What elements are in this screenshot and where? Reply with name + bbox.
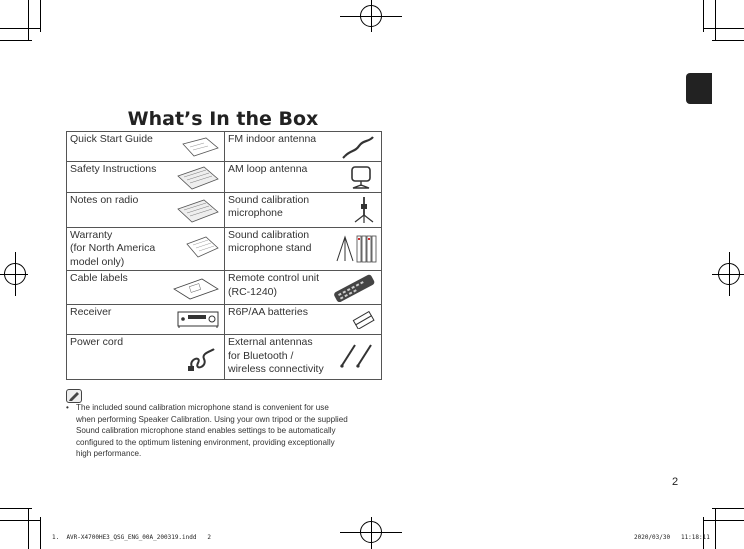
remote-control-icon bbox=[331, 274, 377, 306]
booklet-icon bbox=[176, 165, 220, 195]
table-row bbox=[67, 132, 382, 162]
table-cell bbox=[225, 335, 382, 380]
section-tab-marker bbox=[686, 73, 712, 104]
note-line: when performing Speaker Calibration. Using your own tripod or the supplied bbox=[76, 414, 348, 424]
external-antennas-icon bbox=[337, 341, 377, 375]
table-row bbox=[67, 305, 382, 335]
table-cell bbox=[225, 193, 382, 228]
note-line: configured to the optimum listening environment, providing exceptionally bbox=[76, 437, 335, 447]
item-label: External antennas for Bluetooth / wireless connectivity bbox=[228, 336, 324, 376]
pencil-note-icon bbox=[66, 389, 82, 403]
fm-antenna-icon bbox=[341, 134, 377, 164]
item-label: Sound calibration microphone stand bbox=[228, 229, 312, 255]
note-line: high performance. bbox=[76, 449, 142, 459]
page-title: What’s In the Box bbox=[127, 108, 319, 130]
table-row bbox=[67, 193, 382, 228]
page-number: 2 bbox=[672, 476, 679, 488]
note-line: The included sound calibration microphone stand is convenient for use bbox=[76, 403, 329, 412]
note-line: Sound calibration microphone stand enables settings to be automatically bbox=[76, 426, 336, 436]
table-row bbox=[67, 271, 382, 305]
note-bullet: • bbox=[66, 403, 69, 412]
item-label: Safety Instructions bbox=[70, 163, 157, 175]
item-label: Quick Start Guide bbox=[70, 133, 153, 145]
batteries-icon bbox=[351, 309, 377, 333]
table-cell bbox=[225, 228, 382, 271]
booklet-icon bbox=[180, 136, 220, 162]
table-cell bbox=[225, 271, 382, 305]
item-label: AM loop antenna bbox=[228, 163, 308, 175]
table-row bbox=[67, 228, 382, 271]
microphone-stand-icon bbox=[333, 231, 377, 269]
booklet-icon bbox=[184, 234, 220, 264]
item-label: R6P/AA batteries bbox=[228, 306, 308, 319]
item-label: FM indoor antenna bbox=[228, 133, 317, 145]
table-cell bbox=[67, 271, 225, 305]
item-label: Warranty (for North America model only) bbox=[70, 229, 156, 268]
table-row bbox=[67, 335, 382, 380]
box-contents-table bbox=[66, 131, 382, 380]
power-cord-icon bbox=[186, 345, 220, 377]
footer-timestamp: 2020/03/30 11:18:11 bbox=[634, 534, 710, 541]
receiver-icon bbox=[176, 308, 220, 334]
item-label: Cable labels bbox=[70, 272, 128, 285]
footer-file-info: 1. AVR-X4700HE3_QSG_ENG_00A_200319.indd 2 bbox=[52, 534, 211, 541]
table-cell bbox=[67, 132, 225, 162]
item-label: Notes on radio bbox=[70, 194, 139, 206]
table-cell bbox=[67, 305, 225, 335]
microphone-icon bbox=[351, 195, 377, 229]
item-label: Remote control unit (RC-1240) bbox=[228, 272, 320, 298]
table-cell bbox=[67, 193, 225, 228]
table-cell bbox=[225, 305, 382, 335]
table-cell bbox=[67, 228, 225, 271]
booklet-icon bbox=[176, 198, 220, 228]
table-row bbox=[67, 162, 382, 193]
table-cell bbox=[225, 162, 382, 193]
table-cell bbox=[225, 132, 382, 162]
item-label: Sound calibration microphone bbox=[228, 194, 310, 220]
item-label: Power cord bbox=[70, 336, 124, 349]
table-cell bbox=[67, 162, 225, 193]
labels-icon bbox=[172, 275, 220, 305]
note-text bbox=[66, 402, 386, 460]
table-cell bbox=[67, 335, 225, 380]
item-label: Receiver bbox=[70, 306, 112, 319]
